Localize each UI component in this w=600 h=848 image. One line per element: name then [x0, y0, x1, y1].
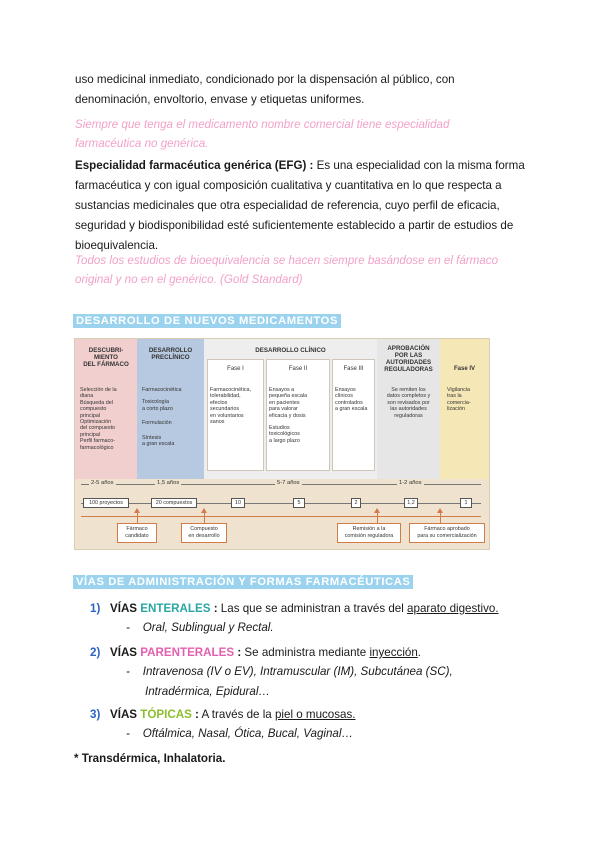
- intro-line-2: denominación, envoltorio, envase y etiquetas uniformes.: [75, 93, 365, 106]
- efg-line-2: farmacéutica y con igual composición cualitativa y cuantitativa en lo que respecta a: [75, 179, 502, 192]
- list-sub-topical: [126, 724, 353, 744]
- note2-line-1: Todos los estudios de bioequivalencia se hacen siempre basándose en el fármaco: [75, 254, 499, 267]
- sub-text-2: Intradérmica, Epidural…: [145, 685, 271, 698]
- list-number: 1): [90, 602, 101, 615]
- route-underlined: piel o mucosas.: [274, 708, 356, 721]
- count-approval: 1,2: [404, 498, 418, 508]
- preclinical-header: DESARROLLO PRECLÍNICO: [148, 347, 193, 361]
- route-name: ENTERALES: [140, 602, 211, 615]
- time-discovery: 2-5 años: [91, 480, 114, 486]
- sub-dash: -: [126, 621, 130, 634]
- list-number: 2): [90, 646, 101, 659]
- phase1-label: Fase I: [227, 366, 244, 372]
- route-underlined: inyección: [369, 646, 418, 659]
- count-phase1: 10: [231, 498, 245, 508]
- efg-line-3: sustancias medicinales que otra especialidad de referencia, cuyo perfil de eficacia,: [75, 199, 500, 212]
- intro-paragraph: [75, 70, 455, 110]
- efg-line-5: bioequivalencia.: [75, 239, 159, 252]
- sub-dash: -: [126, 665, 130, 678]
- time-approval: 1-2 años: [399, 480, 422, 486]
- list-number: 3): [90, 708, 101, 721]
- callout-approved-drug: Fármaco aprobado para su comercialización: [409, 523, 485, 543]
- callout-compound-dev: Compuesto en desarrollo: [181, 523, 227, 543]
- approval-header: APROBACIÓN POR LAS AUTORIDADES REGULADORAS: [384, 345, 433, 373]
- route-name: PARENTERALES: [140, 646, 235, 659]
- count-projects: 100 proyectos: [83, 498, 129, 508]
- list-sub-parenteral: [126, 662, 546, 702]
- section-heading-routes: [73, 572, 413, 590]
- route-prefix: VÍAS: [109, 602, 141, 615]
- intro-line-1: uso medicinal inmediato, condicionado por la dispensación al público, con: [75, 73, 455, 86]
- list-item-enteral: [90, 599, 560, 619]
- efg-line-4: seguridad y biodisponibilidad esté suficientemente establecido a partir de estudios de: [75, 219, 514, 232]
- list-item-topical: [90, 705, 560, 725]
- route-desc: Se administra mediante: [241, 646, 370, 659]
- counts-axis-line: [81, 503, 481, 504]
- sub-text: Oftálmica, Nasal, Ótica, Bucal, Vaginal…: [142, 727, 354, 740]
- clinical-header: DESARROLLO CLÍNICO: [255, 347, 326, 354]
- heading-text: VÍAS DE ADMINISTRACIÓN Y FORMAS FARMACÉUTICAS: [73, 575, 413, 589]
- note-line-1: Siempre que tenga el medicamento nombre comercial tiene especialidad: [75, 118, 450, 131]
- route-prefix: VÍAS: [109, 708, 141, 721]
- time-preclinical: 1,5 años: [157, 480, 180, 486]
- sub-text: Oral, Sublingual y Rectal.: [142, 621, 274, 634]
- heading-text: DESARROLLO DE NUEVOS MEDICAMENTOS: [73, 314, 341, 328]
- phase3-text: Ensayos clínicos controlados a gran escala: [335, 387, 368, 413]
- route-desc: A través de la: [198, 708, 275, 721]
- phase3-label: Fase III: [343, 366, 364, 372]
- efg-line-1: Es una especialidad con la misma forma: [313, 159, 525, 172]
- sub-text-1: Intravenosa (IV o EV), Intramuscular (IM), Subcutánea (SC),: [142, 665, 453, 678]
- phase1-text: Farmacocinética, tolerabilidad, efectos secundarios en voluntarios sanos: [210, 387, 252, 426]
- callout-regulatory-submission: Remisión a la comisión reguladora: [337, 523, 401, 543]
- callout-arrow-4: [437, 508, 443, 513]
- phase4-text: Vigilancia tras la comercia- lización: [447, 387, 471, 413]
- preclinical-text: Farmacocinética Toxicología a corto plazo Formulación Síntesis a gran escala: [142, 387, 182, 448]
- list-sub-enteral: [126, 618, 274, 638]
- callout-drug-candidate: Fármaco candidato: [117, 523, 157, 543]
- callout-arrow-1: [134, 508, 140, 513]
- phase2-label: Fase II: [288, 366, 308, 372]
- route-name: TÓPICAS: [140, 708, 192, 721]
- phase3-box: [332, 359, 375, 471]
- discovery-text: Selección de la diana Búsqueda del compuesto principal Optimización del compuesto principal Perfil farmaco- farmacológico: [80, 387, 117, 451]
- discovery-header: DESCUBRI- MIENTO DEL FÁRMACO: [83, 347, 129, 368]
- phase4-label: Fase IV: [453, 366, 475, 372]
- efg-term: Especialidad farmacéutica genérica (EFG) :: [75, 159, 314, 172]
- brand-name-note: [75, 115, 449, 153]
- time-clinical: 5-7 años: [277, 480, 300, 486]
- callout-axis-line: [81, 516, 481, 517]
- section-heading-development: [73, 311, 341, 329]
- route-underlined: aparato digestivo.: [407, 602, 499, 615]
- bioequivalence-note: [75, 251, 498, 289]
- count-compounds: 20 compuestos: [151, 498, 197, 508]
- callout-arrow-3: [374, 508, 380, 513]
- list-item-parenteral: [90, 643, 560, 663]
- count-phase2: 5: [293, 498, 305, 508]
- count-phase3: 2: [351, 498, 361, 508]
- note2-line-2: original y no en el genérico. (Gold Standard): [75, 273, 303, 286]
- footer-note: * Transdérmica, Inhalatoria.: [74, 752, 226, 765]
- route-desc: Las que se administran a través del: [217, 602, 408, 615]
- route-colon: :: [234, 646, 242, 659]
- phase2-text: Ensayos a pequeña escala en pacientes para valorar eficacia y dosis Estudios toxicológicos a largo plazo: [269, 387, 308, 444]
- drug-development-figure: [74, 338, 490, 550]
- callout-arrow-2: [201, 508, 207, 513]
- note-line-2: farmacéutica no genérica.: [75, 137, 209, 150]
- sub-dash: -: [126, 727, 130, 740]
- approval-text: Se remiten los datos completos y son revisados por las autoridades reguladoras: [386, 387, 431, 419]
- route-period: .: [417, 646, 422, 659]
- route-colon: :: [210, 602, 218, 615]
- route-prefix: VÍAS: [109, 646, 141, 659]
- route-colon: :: [191, 708, 199, 721]
- count-phase4: 1: [460, 498, 472, 508]
- efg-definition: [75, 156, 545, 256]
